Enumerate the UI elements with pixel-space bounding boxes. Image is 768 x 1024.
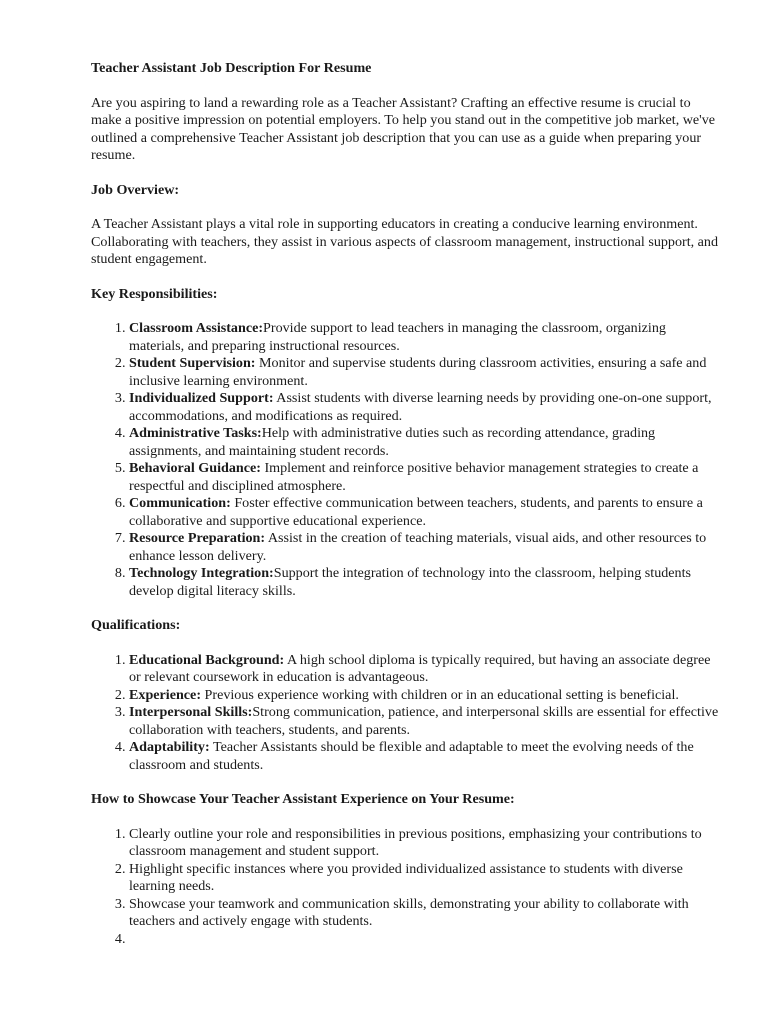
list-item: 3. Showcase your teamwork and communication skills, demonstrating your ability to collaborate with teachers and actively engage with students. <box>129 896 721 931</box>
item-term: Administrative Tasks: <box>129 425 262 441</box>
key-responsibilities-heading: Key Responsibilities: <box>91 285 218 302</box>
item-term: Classroom Assistance: <box>129 320 264 336</box>
item-term: Adaptability: <box>129 739 210 755</box>
item-term: Interpersonal Skills: <box>129 704 253 720</box>
item-text: Teacher Assistants should be flexible and adaptable to meet the evolving needs of the classroom and students. <box>129 739 694 773</box>
item-term: Educational Background: <box>129 651 285 668</box>
item-term: Communication: <box>129 495 231 511</box>
responsibilities-list <box>91 320 721 600</box>
item-term: Experience: <box>129 686 202 703</box>
document-page <box>91 60 721 965</box>
item-text: Implement and reinforce positive behavior management strategies to create a respectful and disciplined atmosphere. <box>129 460 699 494</box>
item-text: Foster effective communication between teachers, students, and parents to ensure a collaborative and supportive educational experience. <box>129 495 703 529</box>
item-term: Student Supervision: <box>129 355 256 371</box>
list-item: 1. Clearly outline your role and responsibilities in previous positions, emphasizing your contributions to classroom management and student support. <box>129 826 721 861</box>
item-text: Previous experience working with children or in an educational setting is beneficial. <box>201 686 679 703</box>
list-item <box>129 460 721 495</box>
job-overview-paragraph: A Teacher Assistant plays a vital role in supporting educators in creating a conducive learning environment. Collaborating with teachers, they assist in various aspects of classroom management, instructional support, and student engagement. <box>91 216 719 267</box>
job-overview-heading: Job Overview: <box>91 181 180 198</box>
list-item <box>129 425 721 460</box>
list-item <box>129 687 721 705</box>
list-item <box>129 565 721 600</box>
intro-paragraph: Are you aspiring to land a rewarding role as a Teacher Assistant? Crafting an effective resume is crucial to make a positive impression on potential employers. To help you stand out in the competitive job market, we've outlined a comprehensive Teacher Assistant job description that you can use as a guide when preparing your resume. <box>91 94 716 163</box>
item-text: Assist in the creation of teaching materials, visual aids, and other resources to enhance lesson delivery. <box>129 530 707 564</box>
item-text: Help with administrative duties such as recording attendance, grading assignments, and maintaining student records. <box>129 425 656 459</box>
item-text: Monitor and supervise students during classroom activities, ensuring a safe and inclusive learning environment. <box>129 355 707 389</box>
list-item <box>129 530 721 565</box>
qualifications-list <box>91 652 721 775</box>
item-text: Strong communication, patience, and interpersonal skills are essential for effective collaboration with teachers, students, and parents. <box>129 704 719 738</box>
list-item <box>129 320 721 355</box>
item-text: Assist students with diverse learning needs by providing one-on-one support, accommodations, and modifications as required. <box>129 390 712 424</box>
list-item <box>129 495 721 530</box>
list-item <box>129 704 721 739</box>
item-term: Individualized Support: <box>129 390 274 406</box>
list-item <box>129 390 721 425</box>
item-term: Resource Preparation: <box>129 530 266 546</box>
list-item <box>129 355 721 390</box>
document-title: Teacher Assistant Job Description For Resume <box>91 60 372 76</box>
item-text: Support the integration of technology into the classroom, helping students develop digital literacy skills. <box>129 565 692 599</box>
qualifications-heading: Qualifications: <box>91 617 181 633</box>
showcase-list <box>91 826 721 949</box>
item-term: Technology Integration: <box>129 565 274 581</box>
item-text: A high school diploma is typically required, but having an associate degree or relevant coursework in education is advantageous. <box>129 651 711 685</box>
list-item <box>129 739 721 774</box>
item-term: Behavioral Guidance: <box>129 460 261 476</box>
list-item <box>129 931 721 949</box>
list-item: 2. Highlight specific instances where you provided individualized assistance to students with diverse learning needs. <box>129 861 721 896</box>
item-text: Provide support to lead teachers in managing the classroom, organizing materials, and preparing instructional resources. <box>129 320 666 354</box>
showcase-heading: How to Showcase Your Teacher Assistant Experience on Your Resume: <box>91 791 515 807</box>
list-item <box>129 652 721 687</box>
